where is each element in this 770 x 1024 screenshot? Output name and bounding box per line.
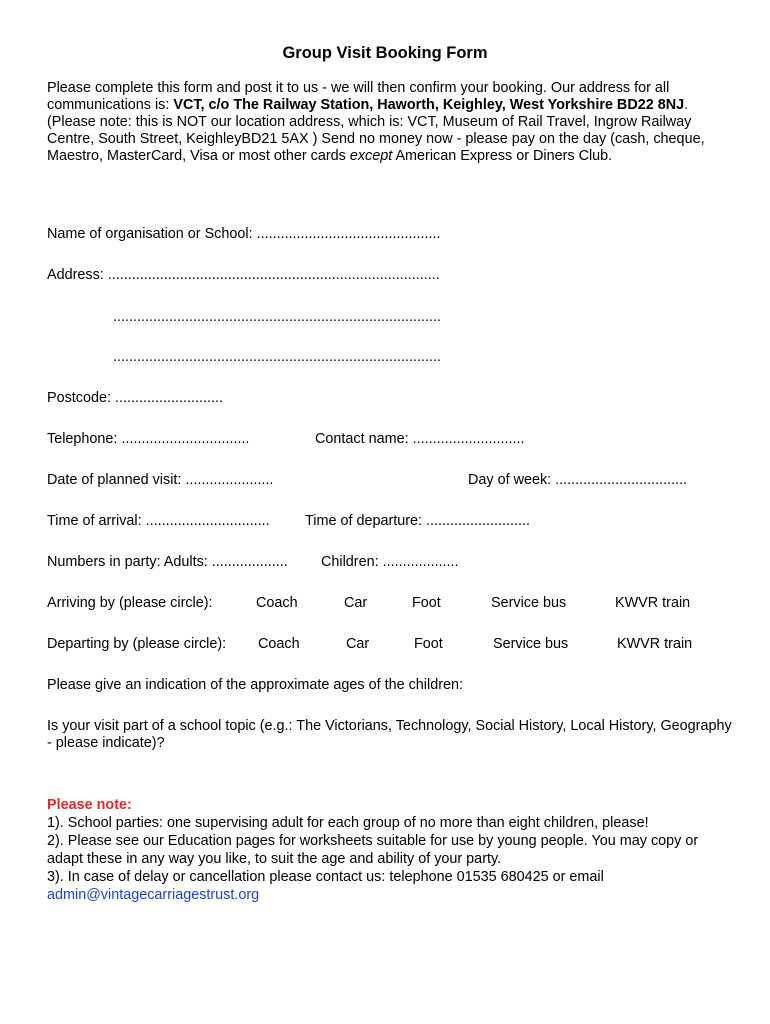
departure-time-field[interactable]: Time of departure: .......................... <box>305 513 530 529</box>
school-topic-prompt[interactable]: Is your visit part of a school topic (e.g.: The Victorians, Technology, Social History, Local History, Geography - please indicate)? <box>47 718 732 751</box>
departing-option-car[interactable]: Car <box>346 636 370 652</box>
email-link[interactable]: admin@vintagecarriagestrust.org <box>47 887 260 903</box>
organisation-field[interactable]: Name of organisation or School: .............................................. <box>47 226 441 242</box>
page-title: Group Visit Booking Form <box>282 44 488 62</box>
contact-name-field[interactable]: Contact name: ............................ <box>315 431 525 447</box>
arriving-option-kwvr-train[interactable]: KWVR train <box>615 595 691 611</box>
note-2: 2). Please see our Education pages for worksheets suitable for use by young people. You may copy or adapt these in any way you like, to suit the age and ability of your party. <box>47 833 699 867</box>
children-ages-prompt[interactable]: Please give an indication of the approximate ages of the children: <box>47 677 463 693</box>
day-of-week-field[interactable]: Day of week: ................................. <box>468 472 688 488</box>
except-emphasis: except <box>349 148 393 164</box>
visit-date-field[interactable]: Date of planned visit: ...................... <box>47 472 274 488</box>
arriving-option-coach[interactable]: Coach <box>256 595 298 611</box>
arriving-option-car[interactable]: Car <box>344 595 368 611</box>
intro-text-3: American Express or Diners Club. <box>392 148 613 164</box>
postal-address: VCT, c/o The Railway Station, Haworth, Keighley, West Yorkshire BD22 8NJ <box>173 97 685 113</box>
postcode-field[interactable]: Postcode: ........................... <box>47 390 223 406</box>
note-3: 3). In case of delay or cancellation please contact us: telephone 01535 680425 or email <box>47 869 604 885</box>
notes-heading: Please note: <box>47 797 132 813</box>
arriving-option-service-bus[interactable]: Service bus <box>491 595 567 611</box>
notes-section <box>47 796 737 904</box>
adults-field[interactable]: Numbers in party: Adults: ................... <box>47 554 288 570</box>
telephone-field[interactable]: Telephone: ................................ <box>47 431 250 447</box>
departing-option-kwvr-train[interactable]: KWVR train <box>617 636 693 652</box>
note-1: 1). School parties: one supervising adult for each group of no more than eight children, please! <box>47 815 649 831</box>
departing-option-service-bus[interactable]: Service bus <box>493 636 569 652</box>
intro-text-2: . (Please note: this is NOT our location address, which is: VCT, Museum of Rail Travel, Ingrow Railway Centre, South Street, KeighleyBD21 5AX ) Send no money now - please pay on the day (cash, cheque, Maestro, MasterCard, Visa or most other cards <box>47 97 705 164</box>
children-field[interactable]: Children: ................... <box>321 554 459 570</box>
arrival-time-field[interactable]: Time of arrival: ............................... <box>47 513 270 529</box>
arriving-option-foot[interactable]: Foot <box>412 595 441 611</box>
address-line-3[interactable]: .................................................................................. <box>113 349 441 365</box>
departing-option-foot[interactable]: Foot <box>414 636 443 652</box>
departing-by-label: Departing by (please circle): <box>47 636 227 652</box>
arriving-by-label: Arriving by (please circle): <box>47 595 213 611</box>
address-line-2[interactable]: .................................................................................. <box>113 309 441 325</box>
departing-option-coach[interactable]: Coach <box>258 636 300 652</box>
address-field[interactable]: Address: ................................................................................... <box>47 267 440 283</box>
intro-paragraph <box>47 80 737 165</box>
intro-text-1: Please complete this form and post it to us - we will then confirm your booking. Our address for all communications is: <box>47 80 670 113</box>
